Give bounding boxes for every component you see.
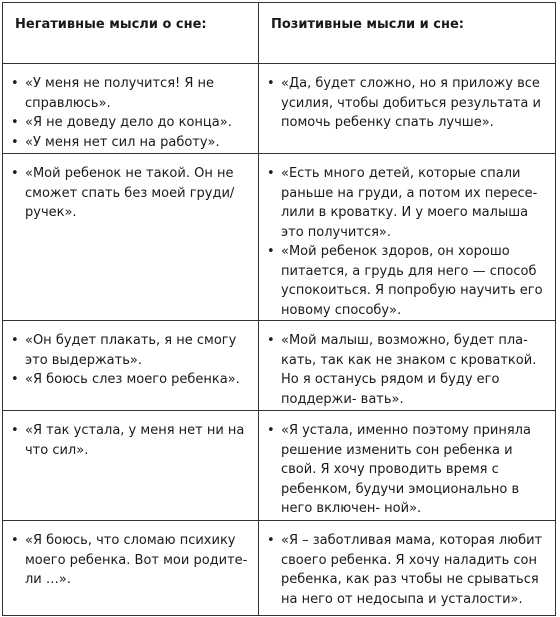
positive-cell (259, 411, 556, 521)
list-item: • «Я боюсь, что сломаю психику моего ребенка. Вот мои родите- ли …». (11, 531, 252, 590)
list-item: • «У меня не получится! Я не справлюсь». (11, 74, 252, 113)
table-row (3, 411, 556, 521)
positive-cell (259, 64, 556, 154)
list-item: • «Я не доведу дело до конца». (11, 113, 252, 133)
thoughts-table (2, 2, 556, 616)
list-item: • «Есть много детей, которые спали раньше на груди, а потом их пересе- лили в кроватку. И у моего малыша это получится». (267, 164, 549, 242)
table-row (3, 521, 556, 616)
negative-cell (3, 321, 259, 411)
list-item: • «Я боюсь слез моего ребенка». (11, 370, 252, 390)
negative-cell (3, 411, 259, 521)
table-row (3, 321, 556, 411)
list-item: • «Мой малыш, возможно, будет пла- кать, так как не знаком с кроваткой. Но я останусь рядом и буду его поддержи- вать». (267, 331, 549, 409)
list-item: • «Я – заботливая мама, которая любит своего ребенка. Я хочу наладить сон ребенка, как раз чтобы не срываться на него от недосыпа и усталости». (267, 531, 549, 609)
list-item: • «У меня нет сил на работу». (11, 133, 252, 153)
table-row (3, 154, 556, 321)
negative-cell (3, 64, 259, 154)
list-item: • «Мой ребенок не такой. Он не сможет спать без моей груди/ ручек». (11, 164, 252, 223)
negative-cell (3, 154, 259, 321)
header-row (3, 3, 556, 64)
positive-cell (259, 154, 556, 321)
positive-cell (259, 521, 556, 616)
header-positive: Позитивные мысли и сне: (259, 3, 556, 64)
list-item: • «Я так устала, у меня нет ни на что сил». (11, 421, 252, 460)
list-item: • «Да, будет сложно, но я приложу все усилия, чтобы добиться результата и помочь ребенку спать лучше». (267, 74, 549, 133)
list-item: • «Я устала, именно поэтому приняла решение изменить сон ребенка и свой. Я хочу проводить время с ребенком, будучи эмоционально в него включен- ной». (267, 421, 549, 519)
table-row (3, 64, 556, 154)
list-item: • «Мой ребенок здоров, он хорошо питается, а грудь для него — способ успокоиться. Я попробую научить его новому способу». (267, 242, 549, 320)
header-negative: Негативные мысли о сне: (3, 3, 259, 64)
list-item: • «Он будет плакать, я не смогу это выдержать». (11, 331, 252, 370)
positive-cell (259, 321, 556, 411)
negative-cell (3, 521, 259, 616)
